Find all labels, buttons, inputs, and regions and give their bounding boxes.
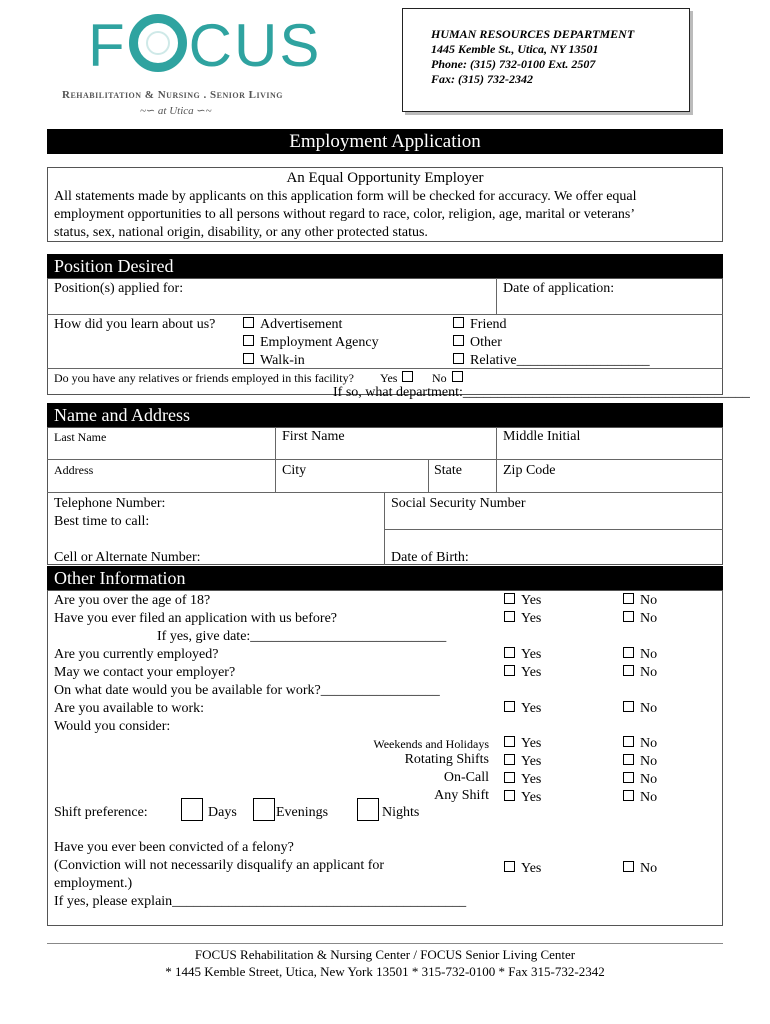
divider <box>384 529 723 530</box>
checkbox[interactable] <box>504 593 515 604</box>
label-rotating-shifts: Rotating Shifts <box>404 752 489 767</box>
age-yes[interactable] <box>504 592 541 610</box>
question-filed-before: Have you ever filed an application with us before? <box>54 611 338 626</box>
employed-no[interactable] <box>623 646 657 664</box>
label-on-call: On-Call <box>443 770 489 785</box>
question-age: Are you over the age of 18? <box>54 593 211 608</box>
option-other[interactable] <box>453 334 502 352</box>
footer-line-2: * 1445 Kemble Street, Utica, New York 13501 * 315-732-0100 * Fax 315-732-2342 <box>165 964 605 979</box>
checkbox[interactable] <box>453 335 464 346</box>
city-field[interactable]: City <box>282 463 307 478</box>
option-label: Advertisement <box>260 317 343 332</box>
option-advertisement[interactable] <box>243 316 342 334</box>
divider <box>496 427 497 493</box>
option-label: Friend <box>470 317 507 332</box>
shift-preference-label: Shift preference: <box>54 805 148 820</box>
divider <box>496 278 497 314</box>
checkbox[interactable] <box>453 317 464 328</box>
weekends-yes[interactable] <box>504 735 541 753</box>
no-label: No <box>640 736 658 751</box>
no-label: No <box>640 611 658 626</box>
checkbox[interactable] <box>504 790 515 801</box>
department-field[interactable]: If so, what department:_________________________________________ <box>333 385 750 400</box>
label-weekends-holidays: Weekends and Holidays <box>373 737 489 751</box>
shift-nights-label: Nights <box>382 805 420 820</box>
felony-no[interactable] <box>623 860 657 878</box>
checkbox[interactable] <box>452 371 463 382</box>
hr-dept: HUMAN RESOURCES DEPARTMENT <box>431 27 635 41</box>
question-consider: Would you consider: <box>54 719 171 734</box>
checkbox[interactable] <box>504 736 515 747</box>
footer-line-1: FOCUS Rehabilitation & Nursing Center / FOCUS Senior Living Center <box>194 947 576 962</box>
middle-initial-field[interactable]: Middle Initial <box>503 429 581 444</box>
contact-yes[interactable] <box>504 664 541 682</box>
shift-days-label: Days <box>208 805 237 820</box>
checkbox[interactable] <box>504 611 515 622</box>
state-field[interactable]: State <box>434 463 462 478</box>
no-label: No <box>640 772 658 787</box>
employed-yes[interactable] <box>504 646 541 664</box>
focus-logo <box>88 12 322 79</box>
weekends-no[interactable] <box>623 735 657 753</box>
date-of-birth-field[interactable]: Date of Birth: <box>391 550 469 565</box>
no-label: No <box>640 665 658 680</box>
best-time-field[interactable]: Best time to call: <box>54 514 150 529</box>
hr-fax: Fax: (315) 732-2342 <box>431 72 533 86</box>
logo-letters-cus: CUS <box>188 12 322 79</box>
checkbox[interactable] <box>623 754 634 765</box>
logo-location-text: at Utica <box>157 105 194 117</box>
divider <box>47 314 723 315</box>
checkbox[interactable] <box>623 593 634 604</box>
yes-label: Yes <box>521 593 542 608</box>
checkbox[interactable] <box>623 647 634 658</box>
no-label: No <box>640 861 658 876</box>
shift-days-checkbox[interactable] <box>181 798 203 821</box>
divider <box>428 460 429 493</box>
section-position-desired: Position Desired <box>47 254 723 278</box>
checkbox[interactable] <box>504 665 515 676</box>
felony-explain-field[interactable]: If yes, please explain__________________________________________ <box>54 894 467 909</box>
option-relative[interactable] <box>453 352 650 370</box>
checkbox[interactable] <box>504 647 515 658</box>
question-available: Are you available to work: <box>54 701 205 716</box>
felony-question-line-2: (Conviction will not necessarily disqualify an applicant for <box>54 858 385 873</box>
checkbox[interactable] <box>243 317 254 328</box>
filed-date-field[interactable]: If yes, give date:____________________________ <box>157 629 447 644</box>
telephone-field[interactable]: Telephone Number: <box>54 496 166 511</box>
ssn-field[interactable]: Social Security Number <box>391 496 526 511</box>
oncall-yes[interactable] <box>504 771 541 789</box>
divider <box>47 459 723 460</box>
eoe-heading: An Equal Opportunity Employer <box>286 170 484 186</box>
checkbox[interactable] <box>243 335 254 346</box>
yes-label: Yes <box>521 736 542 751</box>
zip-code-field[interactable]: Zip Code <box>503 463 556 478</box>
positions-applied-field[interactable]: Position(s) applied for: <box>54 281 184 296</box>
option-label: Walk-in <box>260 353 305 368</box>
no-label: No <box>432 371 447 385</box>
option-label: Employment Agency <box>260 335 379 350</box>
oncall-no[interactable] <box>623 771 657 789</box>
filed-yes[interactable] <box>504 610 541 628</box>
no-label: No <box>640 647 658 662</box>
logo-o-circle <box>129 14 187 72</box>
question-employed: Are you currently employed? <box>54 647 219 662</box>
no-label: No <box>640 593 658 608</box>
learn-about-label: How did you learn about us? <box>54 317 216 332</box>
eoe-line-1: All statements made by applicants on this application form will be checked for accuracy. We offer equal <box>54 189 637 204</box>
checkbox[interactable] <box>453 353 464 364</box>
checkbox[interactable] <box>243 353 254 364</box>
checkbox[interactable] <box>623 701 634 712</box>
yes-label: Yes <box>380 371 398 385</box>
checkbox[interactable] <box>504 861 515 872</box>
section-other-information: Other Information <box>47 566 723 590</box>
last-name-field[interactable]: Last Name <box>54 430 107 444</box>
checkbox[interactable] <box>504 701 515 712</box>
checkbox[interactable] <box>402 371 413 382</box>
age-no[interactable] <box>623 592 657 610</box>
divider <box>275 427 276 493</box>
filed-no[interactable] <box>623 610 657 628</box>
section-name-address: Name and Address <box>47 403 723 427</box>
option-label: Other <box>470 335 502 350</box>
checkbox[interactable] <box>623 772 634 783</box>
checkbox[interactable] <box>504 754 515 765</box>
no-label: No <box>640 790 658 805</box>
logo-subtitle: Rehabilitation & Nursing . Senior Living <box>62 89 283 101</box>
yes-label: Yes <box>521 861 542 876</box>
shift-evenings-label: Evenings <box>276 805 329 820</box>
no-label: No <box>640 701 658 716</box>
available-no[interactable] <box>623 700 657 718</box>
date-of-application-field[interactable]: Date of application: <box>503 281 615 296</box>
first-name-field[interactable]: First Name <box>282 429 345 444</box>
divider <box>47 492 723 493</box>
shift-nights-checkbox[interactable] <box>357 798 379 821</box>
contact-no[interactable] <box>623 664 657 682</box>
relatives-question: Do you have any relatives or friends employed in this facility? <box>54 371 354 385</box>
yes-label: Yes <box>521 790 542 805</box>
logo-letter-f: F <box>88 12 127 79</box>
yes-label: Yes <box>521 772 542 787</box>
yes-label: Yes <box>521 665 542 680</box>
checkbox[interactable] <box>623 611 634 622</box>
eoe-statement-box <box>47 167 723 242</box>
anyshift-no[interactable] <box>623 789 657 807</box>
checkbox[interactable] <box>623 861 634 872</box>
hr-phone: Phone: (315) 732-0100 Ext. 2507 <box>431 57 596 71</box>
cell-number-field[interactable]: Cell or Alternate Number: <box>54 550 201 565</box>
hr-address: 1445 Kemble St., Utica, NY 13501 <box>431 42 599 56</box>
option-employment-agency[interactable] <box>243 334 379 352</box>
option-label: Relative___________________ <box>470 353 650 368</box>
yes-label: Yes <box>521 647 542 662</box>
label-any-shift: Any Shift <box>434 788 489 803</box>
eoe-line-2: employment opportunities to all persons without regard to race, color, religion, age, marital or veterans’ <box>54 207 636 222</box>
question-contact-employer: May we contact your employer? <box>54 665 236 680</box>
checkbox[interactable] <box>504 772 515 783</box>
shift-evenings-checkbox[interactable] <box>253 798 275 821</box>
footer-divider <box>47 943 723 944</box>
anyshift-yes[interactable] <box>504 789 541 807</box>
felony-question-line-3: employment.) <box>54 876 133 891</box>
felony-question-line-1: Have you ever been convicted of a felony? <box>54 840 294 855</box>
eoe-line-3: status, sex, national origin, disability, or any other protected status. <box>54 225 428 240</box>
hr-contact-box <box>402 8 690 112</box>
option-walk-in[interactable] <box>243 352 305 370</box>
yes-label: Yes <box>521 754 542 769</box>
checkbox[interactable] <box>623 736 634 747</box>
yes-label: Yes <box>521 701 542 716</box>
rotating-yes[interactable] <box>504 753 541 771</box>
checkbox[interactable] <box>623 665 634 676</box>
no-label: No <box>640 754 658 769</box>
logo-location: ~∽ at Utica ∽~ <box>140 105 212 117</box>
page-title: Employment Application <box>47 129 723 154</box>
checkbox[interactable] <box>623 790 634 801</box>
option-friend[interactable] <box>453 316 507 334</box>
available-yes[interactable] <box>504 700 541 718</box>
yes-label: Yes <box>521 611 542 626</box>
address-field[interactable]: Address <box>54 463 94 477</box>
available-date-field[interactable]: On what date would you be available for work?_________________ <box>54 683 440 698</box>
rotating-no[interactable] <box>623 753 657 771</box>
felony-yes[interactable] <box>504 860 541 878</box>
